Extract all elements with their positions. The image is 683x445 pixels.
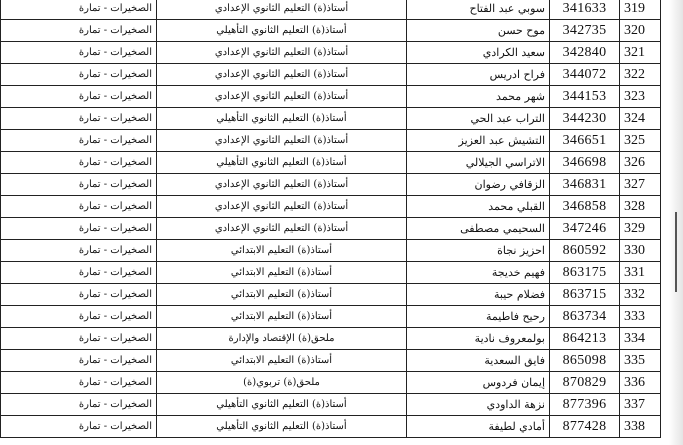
id-cell: 346698: [550, 152, 620, 174]
grade-cell: أستاذ(ة) التعليم الثانوي التأهيلي: [157, 416, 407, 438]
row-number-cell: 320: [620, 20, 661, 42]
table-row: [1, 0, 661, 20]
grade-cell: أستاذ(ة) التعليم الابتدائي: [157, 262, 407, 284]
region-cell: الصخيرات - تمارة: [1, 240, 157, 262]
id-cell: 347246: [550, 218, 620, 240]
region-cell: الصخيرات - تمارة: [1, 64, 157, 86]
table-row: [1, 108, 661, 130]
table-row: [1, 86, 661, 108]
region-cell: الصخيرات - تمارة: [1, 350, 157, 372]
grade-cell: ملحق(ة) تربوي(ة): [157, 372, 407, 394]
region-cell: الصخيرات - تمارة: [1, 328, 157, 350]
grade-cell: أستاذ(ة) التعليم الابتدائي: [157, 284, 407, 306]
region-cell: الصخيرات - تمارة: [1, 394, 157, 416]
grade-cell: ملحق(ة) الإقتصاد والإدارة: [157, 328, 407, 350]
row-number-cell: 321: [620, 42, 661, 64]
table-row: [1, 328, 661, 350]
table-row: [1, 20, 661, 42]
grade-cell: أستاذ(ة) التعليم الابتدائي: [157, 350, 407, 372]
region-cell: الصخيرات - تمارة: [1, 86, 157, 108]
id-cell: 342840: [550, 42, 620, 64]
name-cell: الزقافي رضوان: [407, 174, 550, 196]
table-row: [1, 262, 661, 284]
region-cell: الصخيرات - تمارة: [1, 42, 157, 64]
row-number-cell: 332: [620, 284, 661, 306]
name-cell: بولمعروف نادية: [407, 328, 550, 350]
id-cell: 342735: [550, 20, 620, 42]
row-number-cell: 319: [620, 0, 661, 20]
grade-cell: أستاذ(ة) التعليم الثانوي الإعدادي: [157, 196, 407, 218]
id-cell: 877396: [550, 394, 620, 416]
table-row: [1, 42, 661, 64]
table-row: [1, 350, 661, 372]
row-number-cell: 338: [620, 416, 661, 438]
page-edge-mark: [675, 212, 677, 292]
row-number-cell: 322: [620, 64, 661, 86]
name-cell: القبلي محمد: [407, 196, 550, 218]
table-row: [1, 174, 661, 196]
name-cell: فايق السعدية: [407, 350, 550, 372]
row-number-cell: 324: [620, 108, 661, 130]
id-cell: 344230: [550, 108, 620, 130]
table-row: [1, 218, 661, 240]
grade-cell: أستاذ(ة) التعليم الثانوي الإعدادي: [157, 218, 407, 240]
id-cell: 344153: [550, 86, 620, 108]
grade-cell: أستاذ(ة) التعليم الثانوي التأهيلي: [157, 394, 407, 416]
roster-body: [1, 0, 661, 438]
name-cell: الاتراسي الجيلالي: [407, 152, 550, 174]
grade-cell: أستاذ(ة) التعليم الثانوي الإعدادي: [157, 86, 407, 108]
row-number-cell: 336: [620, 372, 661, 394]
row-number-cell: 329: [620, 218, 661, 240]
region-cell: الصخيرات - تمارة: [1, 20, 157, 42]
row-number-cell: 331: [620, 262, 661, 284]
id-cell: 341633: [550, 0, 620, 20]
grade-cell: أستاذ(ة) التعليم الابتدائي: [157, 240, 407, 262]
id-cell: 870829: [550, 372, 620, 394]
region-cell: الصخيرات - تمارة: [1, 218, 157, 240]
id-cell: 860592: [550, 240, 620, 262]
region-cell: الصخيرات - تمارة: [1, 416, 157, 438]
region-cell: الصخيرات - تمارة: [1, 0, 157, 20]
grade-cell: أستاذ(ة) التعليم الثانوي التأهيلي: [157, 152, 407, 174]
region-cell: الصخيرات - تمارة: [1, 306, 157, 328]
row-number-cell: 327: [620, 174, 661, 196]
region-cell: الصخيرات - تمارة: [1, 372, 157, 394]
grade-cell: أستاذ(ة) التعليم الثانوي الإعدادي: [157, 64, 407, 86]
name-cell: موح حسن: [407, 20, 550, 42]
region-cell: الصخيرات - تمارة: [1, 152, 157, 174]
row-number-cell: 334: [620, 328, 661, 350]
row-number-cell: 335: [620, 350, 661, 372]
id-cell: 863734: [550, 306, 620, 328]
id-cell: 346831: [550, 174, 620, 196]
name-cell: أمادي لطيفة: [407, 416, 550, 438]
region-cell: الصخيرات - تمارة: [1, 108, 157, 130]
name-cell: إيمان فردوس: [407, 372, 550, 394]
name-cell: سعيد الكرادي: [407, 42, 550, 64]
row-number-cell: 326: [620, 152, 661, 174]
table-row: [1, 372, 661, 394]
name-cell: التشيش عبد العزيز: [407, 130, 550, 152]
region-cell: الصخيرات - تمارة: [1, 130, 157, 152]
name-cell: السحيمي مصطفى: [407, 218, 550, 240]
table-row: [1, 306, 661, 328]
name-cell: التراب عبد الحي: [407, 108, 550, 130]
name-cell: فهيم خديجة: [407, 262, 550, 284]
id-cell: 864213: [550, 328, 620, 350]
row-number-cell: 323: [620, 86, 661, 108]
id-cell: 344072: [550, 64, 620, 86]
table-row: [1, 130, 661, 152]
table-row: [1, 64, 661, 86]
row-number-cell: 325: [620, 130, 661, 152]
region-cell: الصخيرات - تمارة: [1, 262, 157, 284]
row-number-cell: 330: [620, 240, 661, 262]
table-row: [1, 240, 661, 262]
table-row: [1, 394, 661, 416]
grade-cell: أستاذ(ة) التعليم الثانوي الإعدادي: [157, 130, 407, 152]
grade-cell: أستاذ(ة) التعليم الثانوي الإعدادي: [157, 174, 407, 196]
name-cell: نزهة الداودي: [407, 394, 550, 416]
row-number-cell: 328: [620, 196, 661, 218]
id-cell: 863715: [550, 284, 620, 306]
name-cell: فراح ادريس: [407, 64, 550, 86]
table-row: [1, 152, 661, 174]
grade-cell: أستاذ(ة) التعليم الابتدائي: [157, 306, 407, 328]
table-row: [1, 196, 661, 218]
id-cell: 865098: [550, 350, 620, 372]
row-number-cell: 337: [620, 394, 661, 416]
table-row: [1, 416, 661, 438]
region-cell: الصخيرات - تمارة: [1, 174, 157, 196]
name-cell: احزيز نجاة: [407, 240, 550, 262]
id-cell: 877428: [550, 416, 620, 438]
region-cell: الصخيرات - تمارة: [1, 196, 157, 218]
grade-cell: أستاذ(ة) التعليم الثانوي الإعدادي: [157, 42, 407, 64]
id-cell: 863175: [550, 262, 620, 284]
id-cell: 346651: [550, 130, 620, 152]
id-cell: 346858: [550, 196, 620, 218]
name-cell: رحيح فاطيمة: [407, 306, 550, 328]
row-number-cell: 333: [620, 306, 661, 328]
grade-cell: أستاذ(ة) التعليم الثانوي التأهيلي: [157, 20, 407, 42]
grade-cell: أستاذ(ة) التعليم الثانوي الإعدادي: [157, 0, 407, 20]
region-cell: الصخيرات - تمارة: [1, 284, 157, 306]
name-cell: فضلام حيبة: [407, 284, 550, 306]
table-row: [1, 284, 661, 306]
name-cell: شهر محمد: [407, 86, 550, 108]
grade-cell: أستاذ(ة) التعليم الثانوي التأهيلي: [157, 108, 407, 130]
name-cell: سوبي عبد الفتاح: [407, 0, 550, 20]
